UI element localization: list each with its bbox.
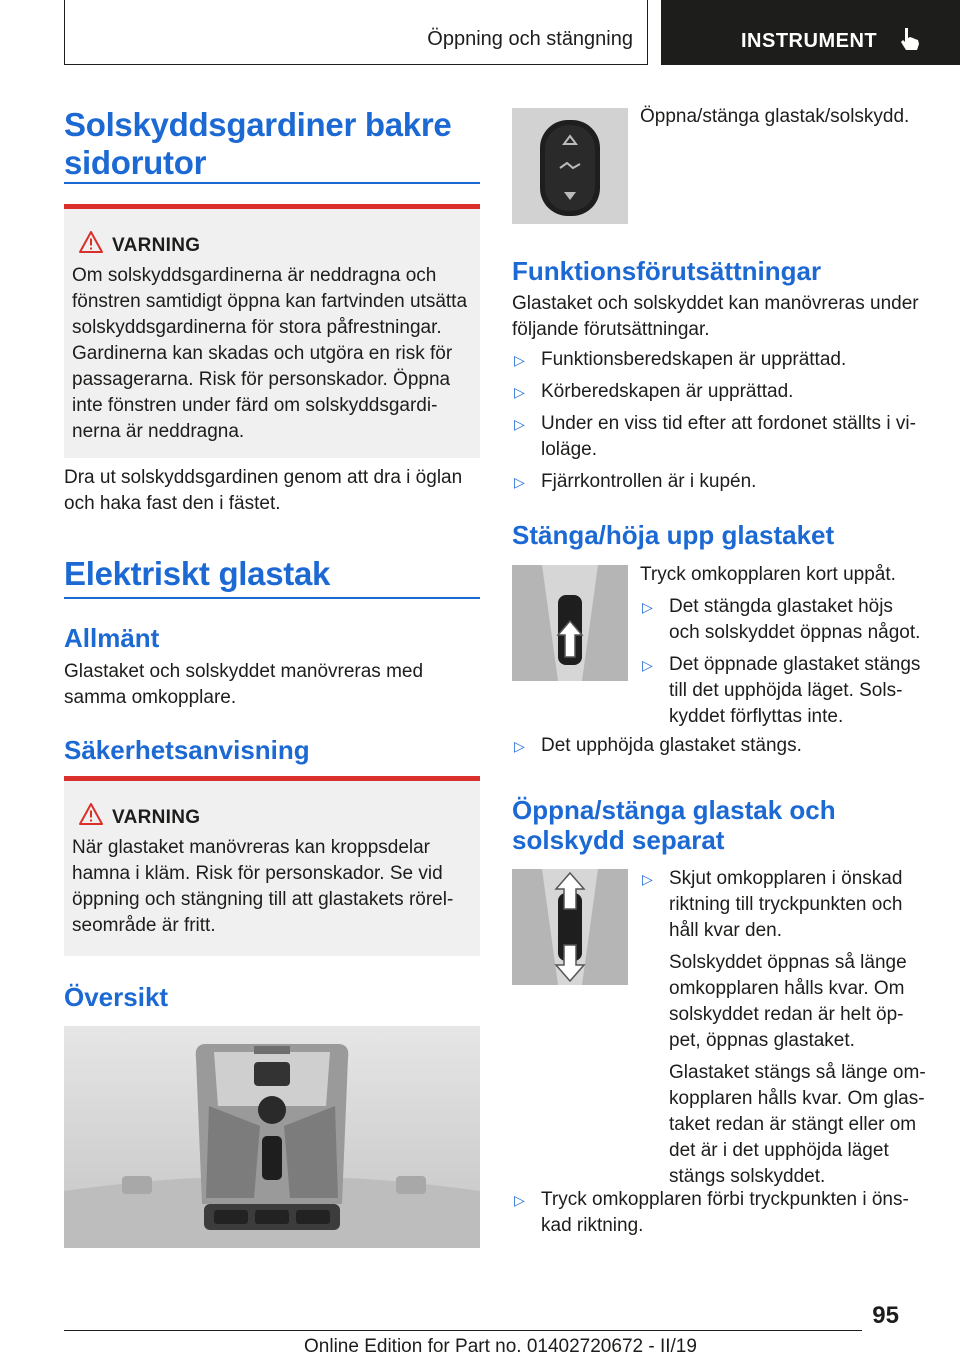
- list-item: ▷ Det upphöjda glastaket stängs.: [512, 733, 924, 759]
- bullet-triangle-icon: ▷: [514, 416, 525, 432]
- warning-title: VARNING: [112, 235, 201, 256]
- list-item: ▷ Funktionsberedskapen är upprättad.: [512, 347, 924, 373]
- bullet-triangle-icon: ▷: [642, 871, 653, 887]
- list-item: ▷ Det stängda glastaket höjs och solskyddet öppnas något.: [642, 596, 921, 643]
- list-item: ▷ Fjärrkontrollen är i kupén.: [512, 469, 924, 495]
- stanga-list-last: [512, 733, 924, 765]
- switch-closeup-image: [512, 108, 628, 224]
- bullet-triangle-icon: ▷: [642, 657, 653, 673]
- list-item: ▷ Tryck omkopplaren förbi tryckpunkten i önskad riktning.: [514, 1189, 909, 1236]
- paragraph-allmant: Glastaket och solskyddet manövreras med samma omkopplare.: [64, 661, 424, 708]
- stanga-list: [640, 594, 928, 736]
- caption-oppna-stanga: Öppna/stänga glastak/solskydd.: [640, 106, 910, 127]
- heading-sakerhetsanvisning: Säkerhetsanvisning: [64, 735, 310, 765]
- heading-funktionsforutsattningar: Funktionsförutsättningar: [512, 256, 822, 286]
- oppna-list-last: [512, 1187, 924, 1245]
- switch-push-up-image: [512, 565, 628, 681]
- bullet-triangle-icon: ▷: [514, 474, 525, 490]
- header-chapter-label: INSTRUMENT: [741, 30, 878, 52]
- bullet-triangle-icon: ▷: [514, 738, 525, 754]
- title-rule: [64, 182, 480, 184]
- heading-oversikt: Översikt: [64, 982, 169, 1012]
- paragraph-dra-ut: Dra ut solskyddsgardinen genom att dra i öglan och haka fast den i fästet.: [64, 467, 463, 514]
- bullet-triangle-icon: ▷: [642, 599, 653, 615]
- list-item: ▷ Det öppnade glastaket stängs till det upphöjda läget. Solskyddet förflyttas inte.: [642, 654, 921, 727]
- paragraph-glastaket-stangs: Glastaket stängs så länge omkopplaren hålls kvar. Om glastaket redan är stängt eller om det är i det upphöjda läget stängs solskyddet.: [669, 1062, 926, 1187]
- title-rule: [64, 597, 480, 599]
- heading-allmant: Allmänt: [64, 623, 160, 653]
- overview-roof-console-image: [64, 1026, 480, 1248]
- warning-triangle-icon: [78, 802, 104, 826]
- footer-edition: Online Edition for Part no. 01402720672 - II/19: [304, 1336, 697, 1357]
- heading-oppna-stanga-separat: Öppna/stänga glastak och solskydd separat: [512, 795, 836, 855]
- warning-text: När glastaket manövreras kan kroppsdelar hamna i kläm. Risk för personskador. Se vid öppning och stängning till att glastakets rörelseområde är fritt.: [72, 837, 454, 936]
- paragraph-solskyddet-oppnas: Solskyddet öppnas så länge omkopplaren hålls kvar. Om solskyddet redan är helt öppet, öppnas glastaket.: [669, 952, 907, 1051]
- oppna-block: [640, 866, 928, 1196]
- pointing-hand-icon: [897, 26, 923, 52]
- heading-stanga-hoja: Stänga/höja upp glastaket: [512, 520, 835, 550]
- warning-box-2: [64, 776, 480, 956]
- warning-title: VARNING: [112, 807, 201, 828]
- title-elektriskt-glastak: Elektriskt glastak: [64, 555, 331, 592]
- warning-box-1: [64, 204, 480, 458]
- warning-text: Om solskyddsgardinerna är neddragna och fönstren samtidigt öppna kan fartvinden utsätta solskyddsgardinerna för stora påfrestningar. Gardinerna kan skadas och utgöra en risk för passagerarna. Risk för personskador. Öppna inte fönstren under färd om solskyddsgardinerna är neddragna.: [72, 265, 468, 442]
- list-item: ▷ Skjut omkopplaren i önskad riktning till tryckpunkten och håll kvar den.: [642, 868, 903, 941]
- paragraph-tryck-kort: Tryck omkopplaren kort uppåt.: [640, 564, 896, 585]
- list-item: ▷ Under en viss tid efter att fordonet ställts i viloläge.: [514, 413, 916, 460]
- header-chapter-tab: [661, 0, 960, 65]
- funktion-list: [512, 347, 924, 501]
- oppna-list: [640, 866, 928, 944]
- header-section-box: [64, 0, 648, 65]
- header-section-title: Öppning och stängning: [427, 28, 633, 50]
- warning-triangle-icon: [78, 230, 104, 254]
- footer-rule: [64, 1330, 862, 1331]
- bullet-triangle-icon: ▷: [514, 1192, 525, 1208]
- bullet-triangle-icon: ▷: [514, 352, 525, 368]
- switch-slide-image: [512, 869, 628, 985]
- list-item: ▷ Körberedskapen är upprättad.: [512, 379, 924, 405]
- paragraph-funktion: Glastaket och solskyddet kan manövreras under följande förutsättningar.: [512, 293, 919, 340]
- page-number: 95: [872, 1302, 899, 1329]
- title-solskyddsgardiner: Solskyddsgardiner bakre sidorutor: [64, 106, 452, 181]
- bullet-triangle-icon: ▷: [514, 384, 525, 400]
